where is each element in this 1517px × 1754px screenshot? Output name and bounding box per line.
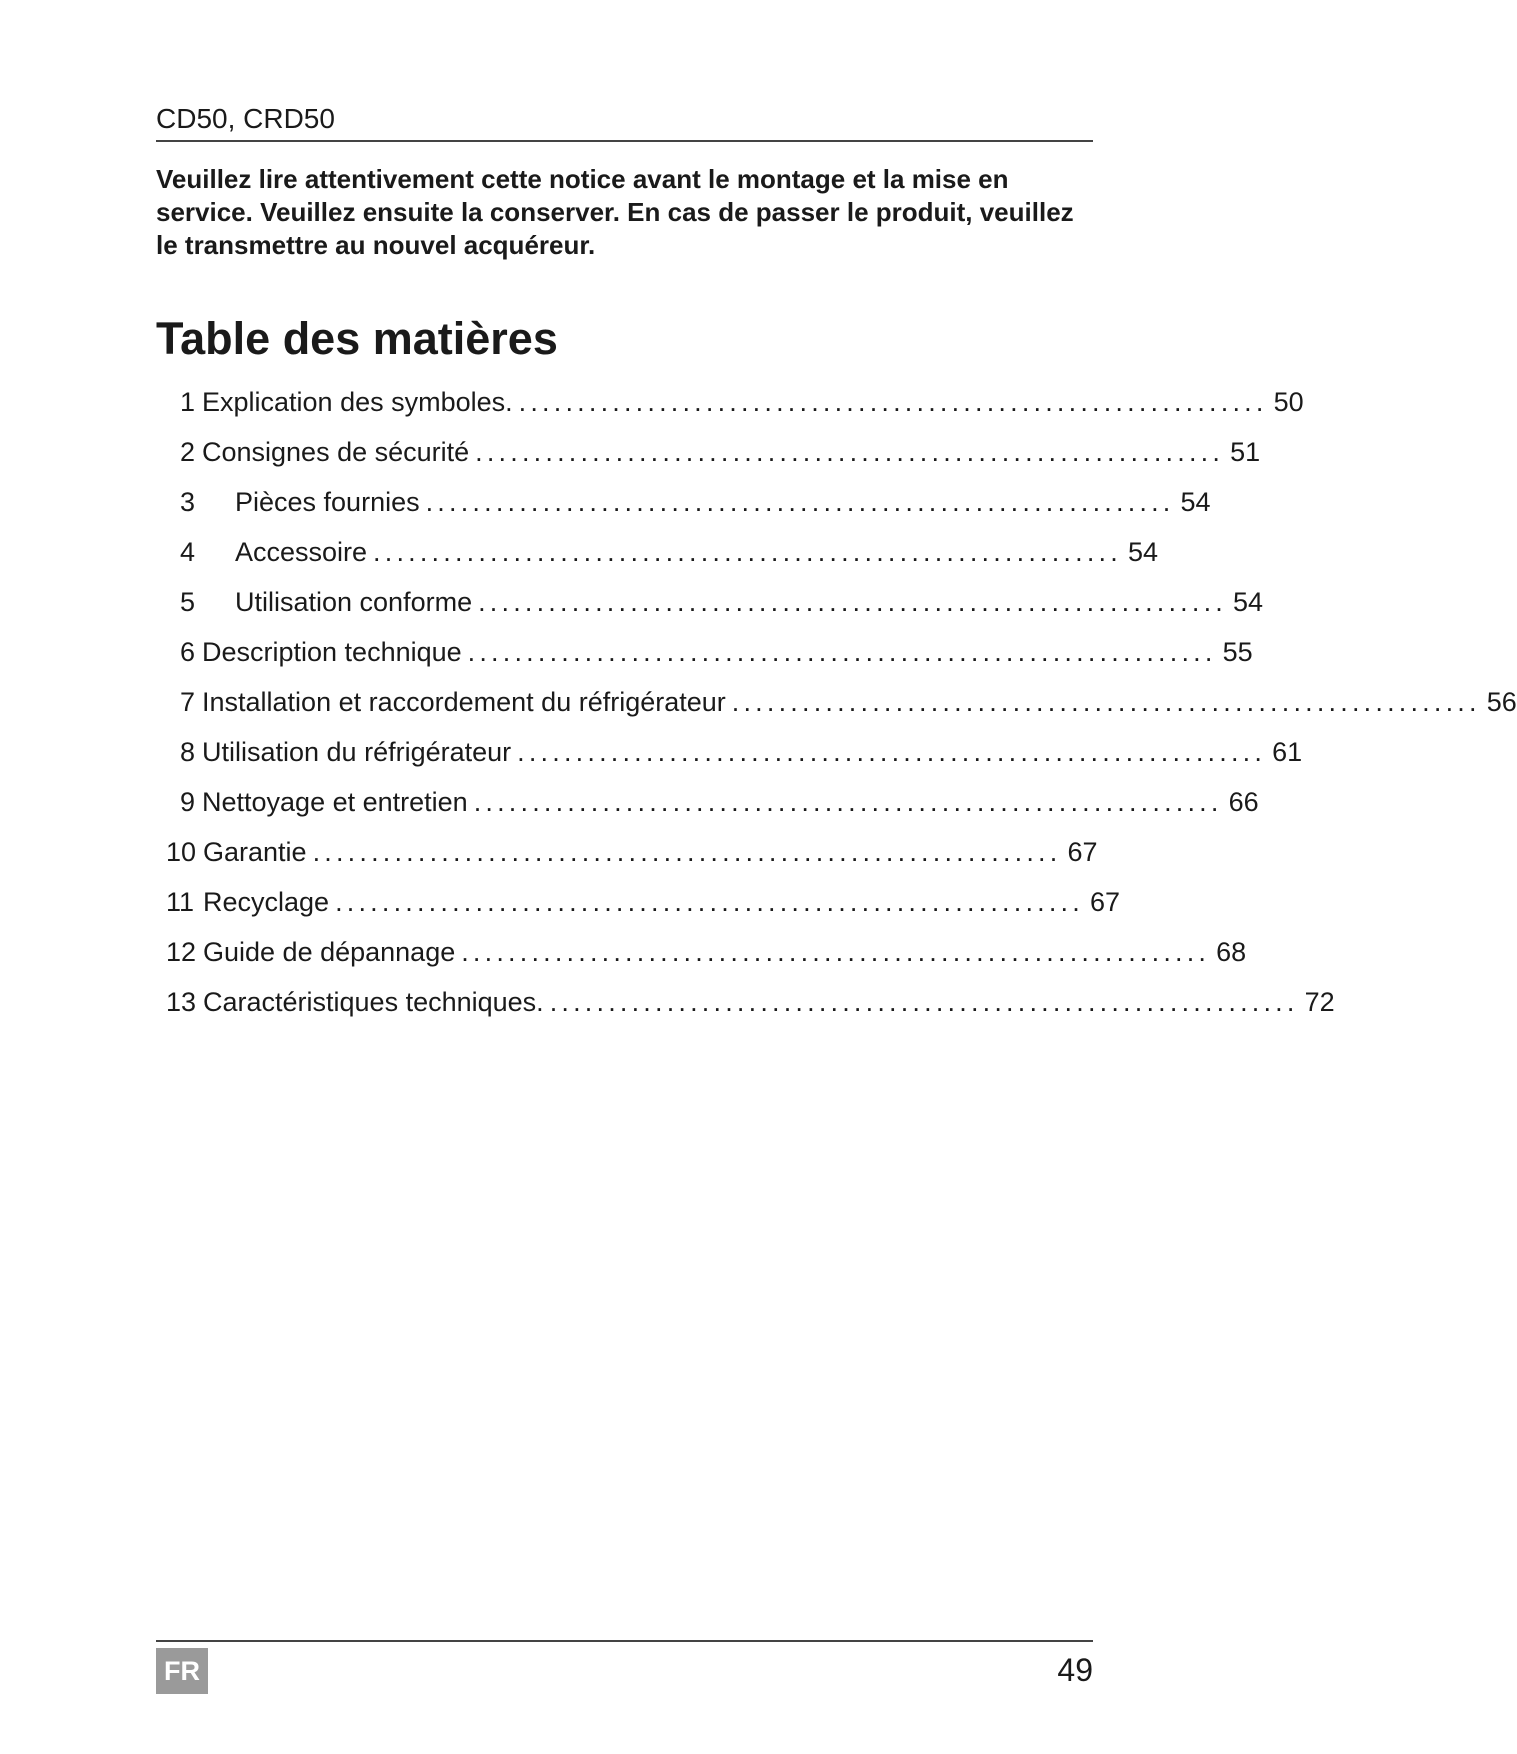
toc-item-number: 2 [180,437,196,467]
toc-leader-dots: ................................................................ [731,687,1481,717]
toc-item-label: Description technique [202,637,462,667]
toc-item-label: Caractéristiques techniques. [203,987,544,1017]
toc-item-number: 6 [180,637,196,667]
toc-item-label: Explication des symboles. [202,387,513,417]
toc-leader-dots: ................................................................ [473,787,1223,817]
toc-item-9[interactable] [180,784,1259,820]
toc-item-page: 56 [1486,687,1517,717]
intro-notice: Veuillez lire attentivement cette notice avant le montage et la mise en service. Veuillez ensuite la conserver. En cas de passer le produit, veuillez le transmettre au nouvel acquéreur. [156,164,1074,260]
toc-item-10[interactable] [166,834,1098,870]
toc-item-number: 12 [166,937,197,967]
toc-item-label: Pièces fournies [235,487,420,517]
toc-item-13[interactable] [166,984,1335,1020]
toc-item-number: 5 [180,587,196,617]
toc-item-number: 9 [180,787,196,817]
toc-item-number: 4 [180,537,196,567]
toc-item-11[interactable] [166,884,1121,920]
toc-leader-dots: ................................................................ [517,737,1267,767]
toc-item-page: 50 [1273,387,1304,417]
toc-item-page: 67 [1067,837,1098,867]
toc-leader-dots: ................................................................ [335,887,1084,917]
toc-item-label: Nettoyage et entretien [202,787,468,817]
toc-item-page: 68 [1216,937,1247,967]
toc-item-label: Utilisation du réfrigérateur [202,737,512,767]
toc-item-page: 61 [1272,737,1303,767]
toc-leader-dots: ................................................................ [425,487,1175,517]
toc-leader-dots: ................................................................ [549,987,1299,1017]
toc-leader-dots: ................................................................ [467,637,1217,667]
toc-item-number: 7 [180,687,196,717]
toc-item-number: 11 [166,887,195,917]
toc-item-3[interactable] [180,484,1211,520]
toc-item-number: 13 [166,987,197,1017]
toc-item-label: Consignes de sécurité [202,437,470,467]
toc-item-page: 54 [1180,487,1211,517]
toc-leader-dots: ................................................................ [373,537,1122,567]
toc-item-page: 66 [1228,787,1259,817]
toc-item-label: Garantie [203,837,307,867]
toc-item-number: 8 [180,737,196,767]
toc-item-5[interactable] [180,584,1264,620]
toc-item-page: 51 [1230,437,1261,467]
toc-item-2[interactable] [180,434,1261,470]
toc-item-label: Guide de dépannage [203,937,456,967]
toc-item-page: 67 [1089,887,1121,917]
toc-item-7[interactable] [180,684,1517,720]
toc-item-1[interactable] [180,384,1304,420]
toc-item-page: 54 [1233,587,1264,617]
toc-item-12[interactable] [166,934,1247,970]
toc-item-label: Utilisation conforme [235,587,473,617]
toc-item-number: 1 [180,387,196,417]
toc-item-number: 3 [180,487,196,517]
toc-item-6[interactable] [180,634,1253,670]
toc-item-label: Accessoire [235,537,368,567]
toc-item-label: Recyclage [203,887,330,917]
toc-leader-dots: ................................................................ [461,937,1211,967]
toc-leader-dots: ................................................................ [478,587,1227,617]
page-footer [156,1640,1093,1694]
model-title: CD50, CRD50 [156,103,335,134]
toc-item-4[interactable] [180,534,1158,570]
toc-item-number: 10 [166,837,197,867]
page-header [156,102,1093,142]
toc-item-page: 72 [1304,987,1335,1017]
page-number: 49 [1057,1652,1093,1688]
toc-leader-dots: ................................................................ [312,837,1062,867]
toc-title: Table des matières [156,313,558,364]
toc-leader-dots: ................................................................ [475,437,1225,467]
toc-item-8[interactable] [180,734,1303,770]
toc-item-label: Installation et raccordement du réfrigérateur [202,687,726,717]
toc-item-page: 54 [1127,537,1158,567]
toc-leader-dots: ................................................................ [518,387,1268,417]
toc-item-page: 55 [1222,637,1253,667]
language-badge: FR [156,1648,208,1694]
